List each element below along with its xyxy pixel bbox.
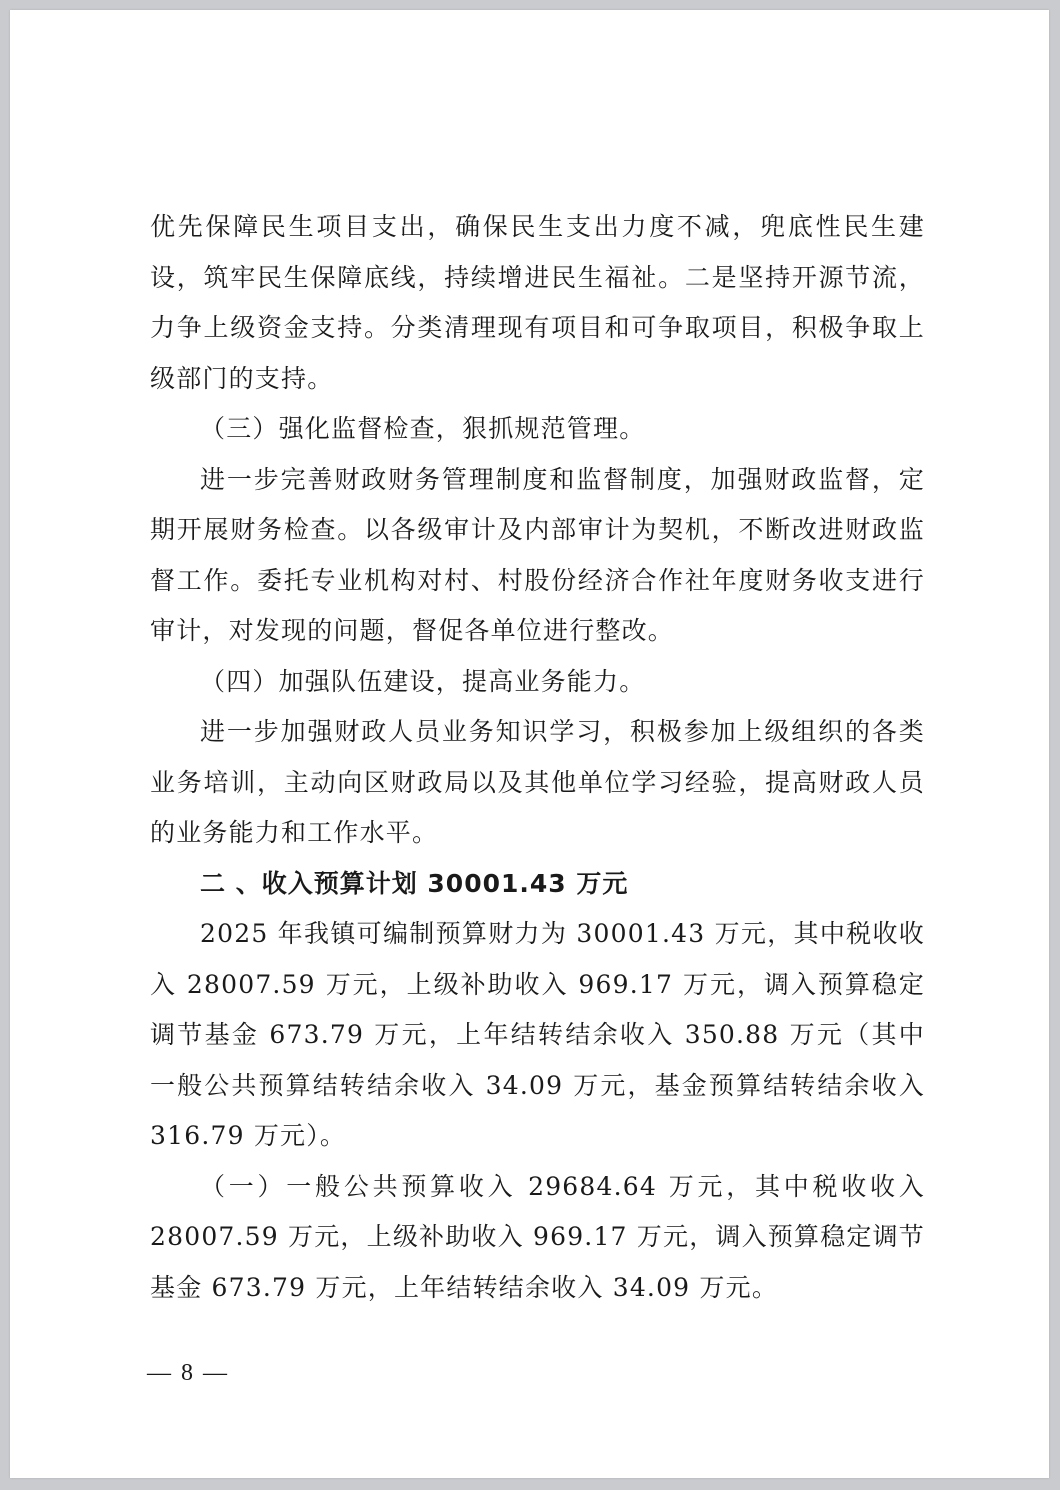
page-number: — 8 —: [147, 1360, 229, 1386]
subheading-four: （四）加强队伍建设，提高业务能力。: [200, 666, 646, 696]
paragraph-general-budget-revenue: （一）一般公共预算收入 29684.64 万元，其中税收收入 28007.59 万元，上级补助收入 969.17 万元，调入预算稳定调节基金 673.79 万元，上年结转结余收入 34.09 万元。: [150, 1171, 926, 1302]
paragraph-supervision: 进一步完善财政财务管理制度和监督制度，加强财政监督，定期开展财务检查。以各级审计及内部审计为契机，不断改进财政监督工作。委托专业机构对村、村股份经济合作社年度财务收支进行审计，对发现的问题，督促各单位进行整改。: [150, 464, 925, 645]
document-page: [10, 10, 1049, 1478]
body-text: [150, 202, 925, 1313]
subheading-three: （三）强化监督检查，狠抓规范管理。: [200, 414, 646, 443]
section-heading-revenue-budget: 二 、收入预算计划 30001.43 万元: [200, 868, 629, 898]
paragraph-revenue-summary: 2025 年我镇可编制预算财力为 30001.43 万元，其中税收收入 28007.59 万元，上级补助收入 969.17 万元，调入预算稳定调节基金 673.79 万元，上年结转结余收入 350.88 万元（其中一般公共预算结转结余收入 34.09 万元，基金预算结转结余收入 316.79 万元）。: [150, 919, 925, 1150]
paragraph-team-building: 进一步加强财政人员业务知识学习，积极参加上级组织的各类业务培训，主动向区财政局以及其他单位学习经验，提高财政人员的业务能力和工作水平。: [150, 717, 925, 847]
paragraph-continuation: 优先保障民生项目支出，确保民生支出力度不减，兜底性民生建设，筑牢民生保障底线，持续增进民生福祉。二是坚持开源节流，力争上级资金支持。分类清理现有项目和可争取项目，积极争取上级部门的支持。: [150, 212, 925, 393]
